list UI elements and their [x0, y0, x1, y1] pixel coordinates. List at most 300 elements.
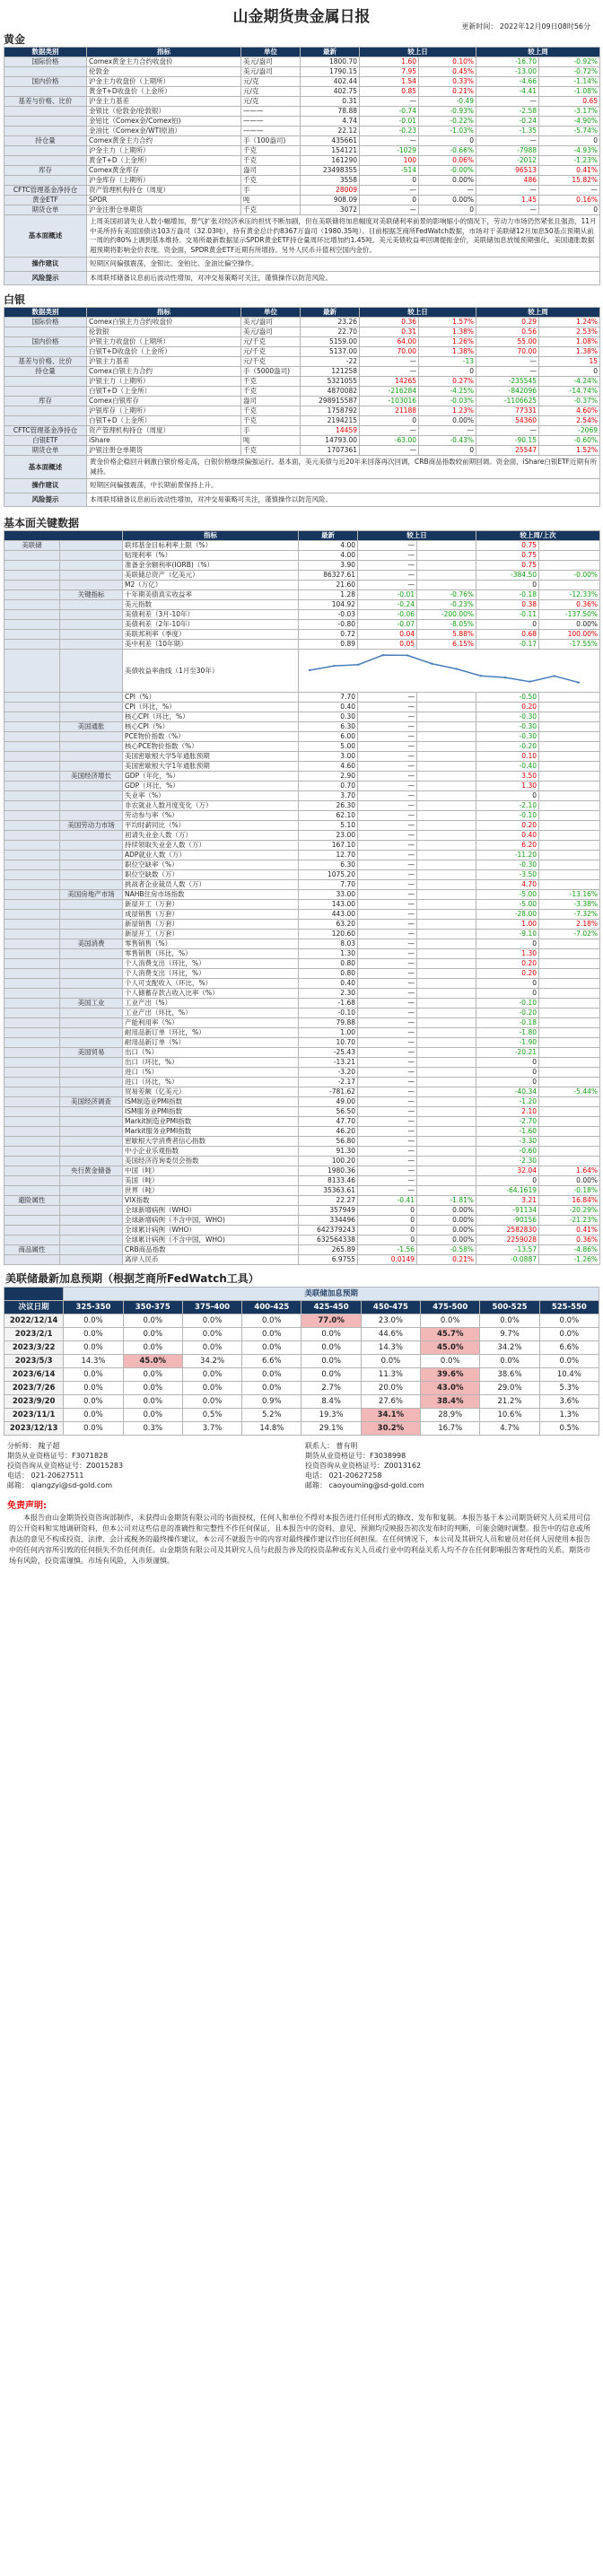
macro-data-cell: -0.41	[358, 1196, 417, 1206]
macro-data-cell: 4.70	[476, 880, 539, 890]
macro-data-cell: 0.00%	[417, 1236, 476, 1245]
macro-subgroup-cell: 美国贸易	[60, 1048, 123, 1058]
macro-data-cell: 4.00	[299, 541, 358, 551]
macro-data-cell: —	[358, 1058, 417, 1068]
silver-data-cell: —	[476, 357, 539, 367]
macro-data-cell	[417, 900, 476, 910]
silver-data-cell: -216284	[360, 387, 419, 397]
macro-data-cell: -0.10	[299, 1009, 358, 1018]
silver-data-cell: 0	[419, 446, 476, 456]
macro-subgroup-cell	[60, 831, 123, 841]
fedwatch-prob-cell: 0.0%	[123, 1328, 182, 1341]
gold-data-cell: 0	[419, 136, 476, 146]
macro-subgroup-cell	[60, 949, 123, 959]
silver-data-cell: 22.70	[301, 327, 360, 337]
silver-data-cell: 14265	[360, 377, 419, 387]
macro-data-cell: PCE物价指数（%）	[123, 732, 299, 742]
contact-email[interactable]: 邮箱： caoyouming@sd-gold.com	[305, 1481, 424, 1489]
gold-data-cell: —	[360, 97, 419, 107]
gold-data-cell: —	[476, 136, 539, 146]
macro-data-cell: 7.70	[299, 880, 358, 890]
macro-data-cell: -3.50	[476, 870, 539, 880]
macro-row	[4, 1018, 600, 1028]
macro-data-cell	[539, 1009, 600, 1018]
silver-data-cell: 23.26	[301, 318, 360, 327]
gold-data-cell: 元/克	[241, 77, 301, 87]
silver-data-cell: -0.43%	[419, 436, 476, 446]
macro-subgroup-cell	[60, 860, 123, 870]
macro-group-cell	[4, 1107, 60, 1117]
gold-data-cell: 0	[360, 176, 419, 186]
gold-data-cell: 96513	[476, 166, 539, 176]
macro-data-cell	[539, 949, 600, 959]
macro-data-cell	[539, 979, 600, 989]
macro-data-cell: 0.20	[476, 969, 539, 979]
fedwatch-date-cell: 2023/2/1	[4, 1328, 64, 1341]
macro-group-cell	[4, 1176, 60, 1186]
gold-data-cell: 908.09	[301, 196, 360, 205]
silver-data-cell: 70.00	[476, 347, 539, 357]
fedwatch-prob-cell: 34.1%	[361, 1409, 420, 1422]
macro-data-cell: —	[358, 890, 417, 900]
macro-data-cell	[417, 949, 476, 959]
macro-data-cell	[417, 1117, 476, 1127]
macro-row	[4, 1048, 600, 1058]
macro-group-cell	[4, 1097, 60, 1107]
gold-data-cell: -0.24	[476, 117, 539, 127]
macro-data-cell: 642379243	[299, 1226, 358, 1236]
macro-group-cell	[4, 959, 60, 969]
macro-data-cell: 0.75	[476, 541, 539, 551]
macro-subgroup-cell	[60, 712, 123, 722]
macro-subgroup-cell	[60, 1255, 123, 1265]
macro-data-cell	[539, 762, 600, 772]
macro-data-cell	[417, 1166, 476, 1176]
report-title: 山金期货贵金属日报	[232, 8, 371, 26]
macro-subgroup-cell	[60, 1216, 123, 1226]
gold-data-cell: 1.60	[360, 57, 419, 67]
macro-data-cell: -1.20	[476, 1097, 539, 1107]
silver-category-cell: 基差与价格、比价	[4, 357, 87, 367]
yield-curve-point	[309, 669, 310, 671]
macro-data-cell: 十年期美债真实收益率	[123, 590, 299, 600]
macro-group-cell	[4, 640, 60, 650]
macro-data-cell: 0.72	[299, 630, 358, 640]
silver-data-cell: 0	[419, 367, 476, 377]
macro-group-cell	[4, 989, 60, 999]
fedwatch-prob-cell: 0.5%	[182, 1409, 241, 1422]
macro-row	[4, 1245, 600, 1255]
macro-row	[4, 989, 600, 999]
gold-category-cell: 库存	[4, 166, 87, 176]
macro-row	[4, 920, 600, 930]
fedwatch-prob-cell: 11.3%	[361, 1368, 420, 1382]
gold-data-cell: -5.74%	[539, 127, 600, 136]
macro-data-cell: 美元指数	[123, 600, 299, 610]
silver-risk-label: 风险提示	[4, 493, 87, 507]
macro-row	[4, 1058, 600, 1068]
silver-category-cell: CFTC管理基金净持仓	[4, 426, 87, 436]
fedwatch-header-cell: 475-500	[421, 1301, 480, 1314]
yield-curve-point	[504, 677, 506, 678]
macro-group-cell	[4, 1068, 60, 1078]
gold-data-cell: -3.17%	[539, 107, 600, 117]
macro-row	[4, 712, 600, 722]
macro-data-cell: 0	[358, 1206, 417, 1216]
macro-data-cell	[539, 821, 600, 831]
macro-data-cell	[417, 959, 476, 969]
macro-row	[4, 1028, 600, 1038]
macro-data-cell: 全球新增病例（WHO）	[123, 1206, 299, 1216]
macro-data-cell: 0	[476, 989, 539, 999]
gold-data-cell: Comex黄金主力合约	[87, 136, 241, 146]
macro-group-cell	[4, 1117, 60, 1127]
gold-data-cell: 1.45	[476, 196, 539, 205]
macro-row	[4, 831, 600, 841]
silver-data-cell: 1.57%	[419, 318, 476, 327]
fedwatch-prob-cell: 8.4%	[302, 1395, 361, 1409]
silver-section-title: 白银	[4, 293, 26, 306]
fedwatch-prob-cell: 0.0%	[64, 1328, 123, 1341]
gold-data-cell: 486	[476, 176, 539, 186]
macro-data-cell: —	[358, 1176, 417, 1186]
macro-subgroup-cell	[60, 1018, 123, 1028]
macro-row	[4, 620, 600, 630]
macro-data-cell: —	[358, 732, 417, 742]
silver-data-cell: 1.38%	[539, 347, 600, 357]
macro-group-cell	[4, 880, 60, 890]
silver-data-cell: 千克	[241, 406, 301, 416]
macro-data-cell: 个人可支配收入（环比，%）	[123, 979, 299, 989]
macro-data-cell	[539, 841, 600, 851]
macro-data-cell: 1.30	[476, 782, 539, 791]
silver-data-cell: —	[360, 446, 419, 456]
gold-row	[4, 117, 600, 127]
macro-data-cell	[539, 851, 600, 860]
macro-row	[4, 939, 600, 949]
gold-data-cell: 盎司	[241, 166, 301, 176]
macro-data-cell	[417, 979, 476, 989]
silver-header-row	[4, 308, 600, 318]
macro-group-cell	[4, 969, 60, 979]
macro-subgroup-cell	[60, 969, 123, 979]
macro-group-cell	[4, 791, 60, 801]
fedwatch-prob-cell: 38.4%	[421, 1395, 480, 1409]
macro-row	[4, 590, 600, 600]
gold-category-cell: 黄金ETF	[4, 196, 87, 205]
gold-data-cell: 0.10%	[419, 57, 476, 67]
macro-data-cell: —	[358, 1087, 417, 1097]
macro-data-cell: —	[358, 1157, 417, 1166]
gold-row	[4, 127, 600, 136]
macro-subgroup-cell: 关键指标	[60, 590, 123, 600]
macro-data-cell: 4.00	[299, 551, 358, 561]
macro-data-cell	[539, 811, 600, 821]
fedwatch-prob-cell: 0.0%	[539, 1328, 599, 1341]
macro-data-cell	[539, 722, 600, 732]
silver-data-cell: 元/千克	[241, 347, 301, 357]
macro-data-cell	[417, 870, 476, 880]
gold-row	[4, 77, 600, 87]
macro-data-cell: -2.70	[476, 1117, 539, 1127]
macro-data-cell: 初请失业金人数（万）	[123, 831, 299, 841]
fedwatch-prob-cell: 0.0%	[64, 1341, 123, 1355]
gold-data-cell: 4.74	[301, 117, 360, 127]
macro-data-cell: 0.40	[476, 831, 539, 841]
macro-subgroup-cell	[60, 1236, 123, 1245]
macro-subgroup-cell	[60, 910, 123, 920]
macro-header-cell: 较上周/上次	[476, 531, 600, 541]
silver-data-cell: 盎司	[241, 397, 301, 406]
fedwatch-prob-cell: 0.0%	[182, 1395, 241, 1409]
gold-data-cell: —	[360, 205, 419, 215]
contact-phone: 电话： 021-20627258	[305, 1471, 382, 1480]
macro-data-cell: -91134	[476, 1206, 539, 1216]
gold-data-cell: 金银比（伦敦金/伦敦银）	[87, 107, 241, 117]
macro-data-cell	[539, 1018, 600, 1028]
macro-data-cell	[417, 831, 476, 841]
macro-group-cell	[4, 1186, 60, 1196]
macro-data-cell: 0.0149	[358, 1255, 417, 1265]
gold-data-cell: -1.35	[476, 127, 539, 136]
macro-data-cell	[539, 1068, 600, 1078]
contact-block	[4, 1441, 599, 1490]
macro-data-cell	[539, 999, 600, 1009]
silver-data-cell: 1.08%	[539, 337, 600, 347]
macro-subgroup-cell: 美国消费	[60, 939, 123, 949]
silver-data-cell: -4.25%	[419, 387, 476, 397]
yield-curve-row	[4, 650, 600, 693]
gold-data-cell: 7.95	[360, 67, 419, 77]
macro-data-cell: -5.44%	[539, 1087, 600, 1097]
macro-data-cell	[539, 551, 600, 561]
macro-subgroup-cell	[60, 791, 123, 801]
silver-header-cell: 单位	[241, 308, 301, 318]
macro-data-cell: -0.50	[476, 693, 539, 703]
gold-data-cell: 0.33%	[419, 77, 476, 87]
fedwatch-prob-cell: 0.0%	[64, 1395, 123, 1409]
silver-row	[4, 327, 600, 337]
macro-data-cell: 100.20	[299, 1157, 358, 1166]
macro-data-cell	[539, 969, 600, 979]
fedwatch-row	[4, 1395, 599, 1409]
macro-data-cell: -0.30	[476, 732, 539, 742]
gold-data-cell: 23498355	[301, 166, 360, 176]
macro-data-cell: —	[358, 561, 417, 571]
gold-data-cell: 0.00%	[419, 176, 476, 186]
fedwatch-prob-cell: 0.0%	[302, 1368, 361, 1382]
silver-op-row	[4, 479, 600, 493]
macro-data-cell: -0.10	[476, 999, 539, 1009]
macro-data-cell: 0	[476, 979, 539, 989]
macro-data-cell: —	[358, 581, 417, 590]
silver-row	[4, 337, 600, 347]
macro-data-cell: 16.84%	[539, 1196, 600, 1206]
fedwatch-date-cell: 2023/9/20	[4, 1395, 64, 1409]
macro-data-cell: 6.15%	[417, 640, 476, 650]
macro-data-cell	[417, 1048, 476, 1058]
fedwatch-header-cell: 决议日期	[4, 1301, 64, 1314]
macro-data-cell: —	[358, 722, 417, 732]
gold-data-cell: 3558	[301, 176, 360, 186]
gold-row	[4, 176, 600, 186]
silver-data-cell: 21188	[360, 406, 419, 416]
gold-data-cell: -16.70	[476, 57, 539, 67]
silver-data-cell: —	[476, 367, 539, 377]
gold-header-cell: 较上周	[476, 48, 600, 57]
gold-data-cell: 15.82%	[539, 176, 600, 186]
macro-data-cell: —	[358, 762, 417, 772]
macro-data-cell	[417, 1038, 476, 1048]
macro-subgroup-cell	[60, 1068, 123, 1078]
gold-data-cell: -4.90%	[539, 117, 600, 127]
fedwatch-prob-cell: 1.3%	[539, 1409, 599, 1422]
silver-data-cell: -0.60%	[539, 436, 600, 446]
fedwatch-prob-cell: 38.6%	[480, 1368, 539, 1382]
gold-data-cell: 元/克	[241, 97, 301, 107]
fedwatch-prob-cell: 0.0%	[242, 1341, 302, 1355]
macro-data-cell: 6.00	[299, 732, 358, 742]
silver-data-cell: 1.52%	[539, 446, 600, 456]
fedwatch-prob-cell: 0.0%	[123, 1341, 182, 1355]
macro-data-cell: -0.40	[476, 762, 539, 772]
macro-data-cell: -0.17	[476, 640, 539, 650]
gold-data-cell: -514	[360, 166, 419, 176]
macro-data-cell: —	[358, 1018, 417, 1028]
macro-data-cell: 143.00	[299, 900, 358, 910]
macro-group-cell	[4, 1137, 60, 1147]
gold-category-cell	[4, 87, 87, 97]
macro-subgroup-cell	[60, 1078, 123, 1087]
macro-data-cell: ISM服务业PMI指数	[123, 1107, 299, 1117]
fedwatch-prob-cell: 3.7%	[182, 1422, 241, 1436]
gold-header-cell: 较上日	[360, 48, 476, 57]
macro-row	[4, 811, 600, 821]
macro-subgroup-cell	[60, 1147, 123, 1157]
macro-data-cell	[539, 1127, 600, 1137]
macro-subgroup-cell	[60, 1157, 123, 1166]
fedwatch-prob-cell: 0.0%	[123, 1368, 182, 1382]
fedwatch-prob-cell: 29.0%	[480, 1382, 539, 1395]
macro-group-cell: 避险属性	[4, 1196, 60, 1206]
macro-group-cell	[4, 860, 60, 870]
gold-data-cell: —	[476, 97, 539, 107]
fedwatch-prob-cell: 0.0%	[242, 1314, 302, 1328]
macro-data-cell	[539, 541, 600, 551]
macro-data-cell	[417, 1087, 476, 1097]
yield-curve-chart-cell	[299, 650, 600, 693]
macro-data-cell: -40.34	[476, 1087, 539, 1097]
contact-person	[302, 1441, 599, 1490]
macro-data-cell: 新屋开工（万套）	[123, 930, 299, 939]
macro-data-cell: 63.20	[299, 920, 358, 930]
macro-data-cell: CRB商品指数	[123, 1245, 299, 1255]
macro-data-cell	[539, 1078, 600, 1087]
macro-data-cell: -11.20	[476, 851, 539, 860]
macro-data-cell	[417, 1068, 476, 1078]
macro-data-cell: —	[358, 860, 417, 870]
macro-data-cell	[539, 880, 600, 890]
silver-data-cell: 2.54%	[539, 416, 600, 426]
silver-row	[4, 318, 600, 327]
gold-row	[4, 186, 600, 196]
macro-data-cell	[539, 561, 600, 571]
yield-curve-point	[406, 654, 408, 656]
fedwatch-prob-cell: 0.0%	[64, 1368, 123, 1382]
macro-data-cell	[417, 1147, 476, 1157]
fedwatch-prob-cell: 0.0%	[242, 1382, 302, 1395]
macro-group-cell	[4, 732, 60, 742]
macro-data-cell: -3.30	[476, 1137, 539, 1147]
macro-data-cell	[539, 752, 600, 762]
macro-data-cell: -0.58%	[417, 1245, 476, 1255]
macro-subgroup-cell	[60, 1226, 123, 1236]
fedwatch-prob-cell: 0.0%	[123, 1314, 182, 1328]
macro-data-cell	[539, 742, 600, 752]
fedwatch-prob-cell: 23.0%	[361, 1314, 420, 1328]
macro-group-cell	[4, 703, 60, 712]
gold-data-cell: 金油比（Comex金/WTI原油）	[87, 127, 241, 136]
macro-subgroup-cell	[60, 571, 123, 581]
macro-data-cell: 密歇根大学消费者信心指数	[123, 1137, 299, 1147]
macro-data-cell: —	[358, 782, 417, 791]
gold-data-cell: 154121	[301, 146, 360, 156]
macro-data-cell: 0.38	[476, 600, 539, 610]
macro-row	[4, 791, 600, 801]
macro-data-cell: 0	[358, 1236, 417, 1245]
macro-data-cell: 32.04	[476, 1166, 539, 1176]
fedwatch-row	[4, 1328, 599, 1341]
gold-data-cell: 435661	[301, 136, 360, 146]
gold-data-cell: -0.72%	[539, 67, 600, 77]
silver-category-cell	[4, 347, 87, 357]
macro-data-cell: 平均时薪同比（%）	[123, 821, 299, 831]
gold-data-cell: -13.00	[476, 67, 539, 77]
macro-data-cell: -12.33%	[539, 590, 600, 600]
silver-data-cell: 2194215	[301, 416, 360, 426]
macro-data-cell: -0.07	[358, 620, 417, 630]
macro-data-cell: 12.70	[299, 851, 358, 860]
macro-data-cell: 91.30	[299, 1147, 358, 1157]
macro-group-cell	[4, 1206, 60, 1216]
fedwatch-prob-cell: 20.0%	[361, 1382, 420, 1395]
macro-data-cell: —	[358, 851, 417, 860]
macro-data-cell: —	[358, 1009, 417, 1018]
macro-group-cell	[4, 900, 60, 910]
macro-data-cell	[417, 1176, 476, 1186]
fedwatch-prob-cell: 14.3%	[361, 1341, 420, 1355]
macro-data-cell: -3.38%	[539, 900, 600, 910]
gold-data-cell: 手（100盎司)	[241, 136, 301, 146]
analyst-email[interactable]: 邮箱： qiangzyi@sd-gold.com	[7, 1481, 113, 1489]
macro-data-cell	[417, 772, 476, 782]
macro-subgroup-cell	[60, 1107, 123, 1117]
gold-data-cell: 沪金注册仓单期货	[87, 205, 241, 215]
silver-header-cell: 较上周	[476, 308, 600, 318]
macro-data-cell: —	[358, 870, 417, 880]
macro-data-cell: —	[358, 1166, 417, 1176]
silver-data-cell: -0.03%	[419, 397, 476, 406]
macro-data-cell: 工业产出（环比，%）	[123, 1009, 299, 1018]
macro-data-cell: —	[358, 1068, 417, 1078]
gold-data-cell: 1.54	[360, 77, 419, 87]
macro-data-cell	[417, 762, 476, 772]
macro-data-cell	[417, 581, 476, 590]
silver-data-cell: 0.56	[476, 327, 539, 337]
macro-data-cell: 120.60	[299, 930, 358, 939]
macro-row	[4, 1009, 600, 1018]
gold-data-cell: 0.65	[539, 97, 600, 107]
